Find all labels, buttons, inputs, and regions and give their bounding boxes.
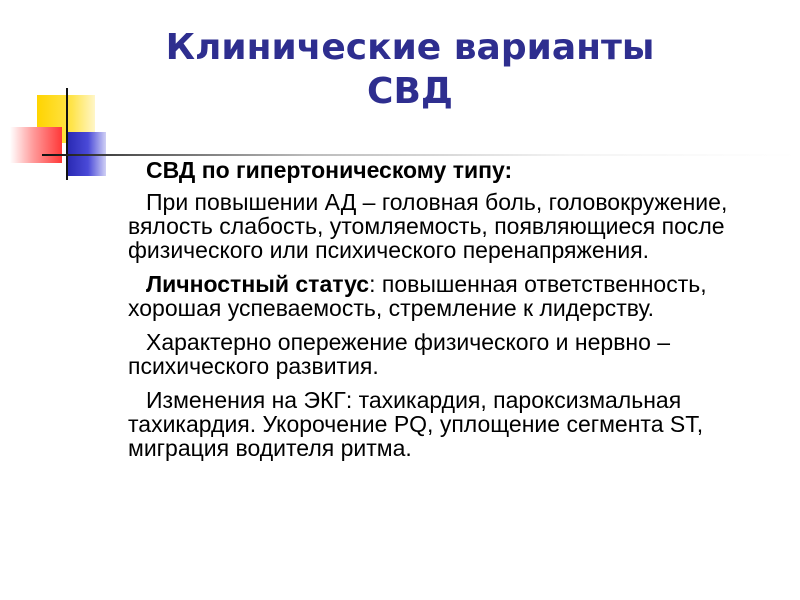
title-line-2: СВД: [367, 71, 453, 112]
section-heading: [128, 158, 778, 182]
personality-label: Личностный статус: [146, 271, 370, 297]
paragraph-ecg: Изменения на ЭКГ: тахикардия, пароксизмальная тахикардия. Укорочение PQ, уплощение сегмента ST, миграция водителя ритма.: [128, 387, 704, 461]
vertical-rule: [66, 88, 68, 180]
red-square-decoration: [10, 127, 62, 163]
personality-text: : повышенная ответственность, хорошая успеваемость, стремление к лидерству.: [128, 271, 707, 321]
paragraph-symptoms: При повышении АД – головная боль, головокружение, вялость слабость, утомляемость, появляющиеся после физического или психического перенапряжения.: [128, 189, 728, 263]
section-heading-text: СВД по гипертоническому типу:: [146, 157, 513, 183]
paragraph-personality: [128, 272, 778, 320]
slide-body: [128, 158, 778, 470]
title-line-1: Клинические варианты: [165, 27, 655, 68]
slide-title: [120, 26, 700, 114]
horizontal-rule: [42, 154, 798, 156]
paragraph-development: Характерно опережение физического и нервно – психического развития.: [128, 329, 671, 379]
